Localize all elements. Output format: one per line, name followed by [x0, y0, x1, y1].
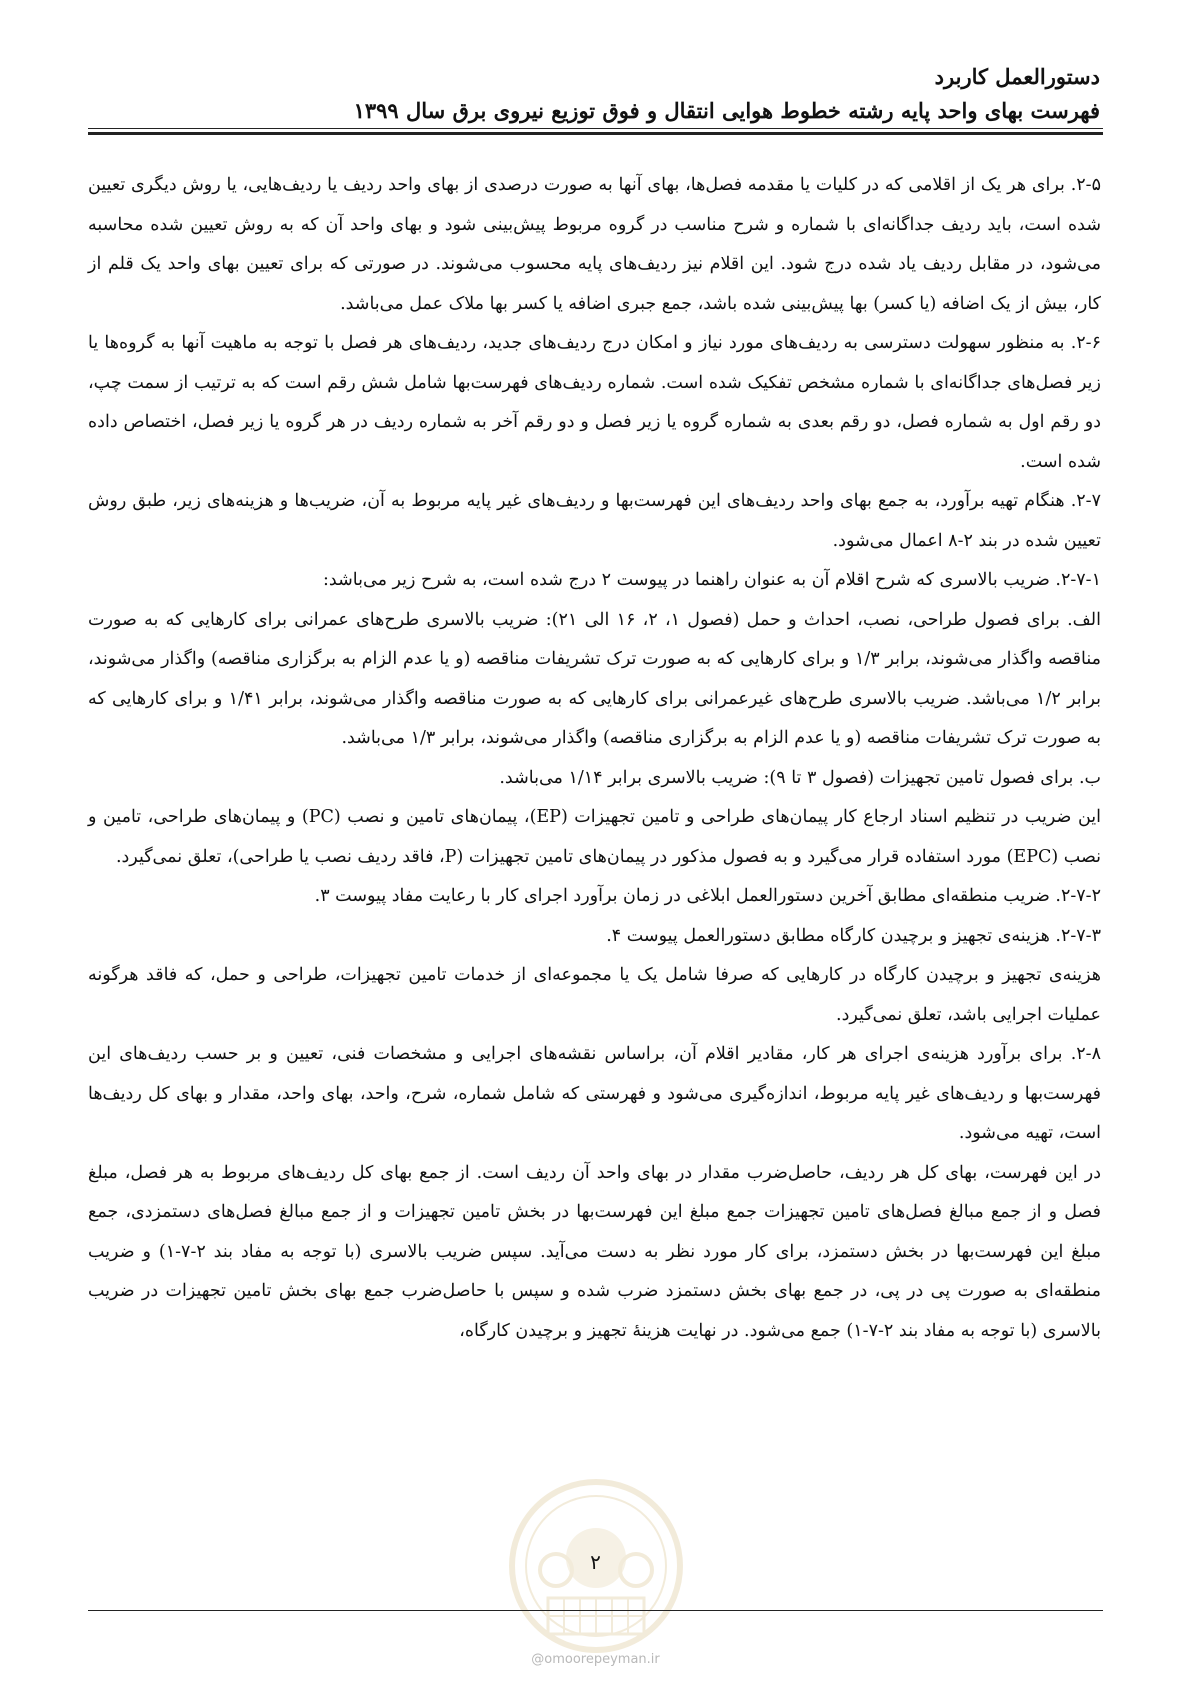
page-header [90, 60, 1100, 128]
paragraph-calculation: در این فهرست، بهای کل هر ردیف، حاصل‌ضرب مقدار در بهای واحد آن ردیف است. از جمع بهای کل ردیف‌های مربوط به هر فصل، مبلغ فصل و از جمع مبالغ فصل‌های تامین تجهیزات جمع مبلغ این فهرست‌بها در بخش تامین تجهیزات و از جمع مبالغ فصل‌های دستمزدی، جمع مبلغ این فهرست‌بها در بخش دستمزد، برای کار مورد نظر به دست می‌آید. سپس ضریب بالاسری (با توجه به مفاد بند ۲-۷-۱) و ضریب منطقه‌ای به صورت پی در پی، در جمع بهای بخش دستمزد ضرب شده و سپس با حاصل‌ضرب جمع بهای بخش تامین تجهیزات در ضریب بالاسری (با توجه به مفاد بند ۲-۷-۱) جمع می‌شود. در نهایت هزینهٔ تجهیز و برچیدن کارگاه، [88, 1162, 1101, 1341]
paragraph-2-6: ۲-۶. به منظور سهولت دسترسی به ردیف‌های مورد نیاز و امکان درج ردیف‌های جدید، ردیف‌های هر فصل با توجه به ماهیت آنها به گروه‌ها یا زیر فصل‌های جداگانه‌ای با شماره مشخص تفکیک شده است. شماره ردیف‌های فهرست‌بها شامل شش رقم است که به ترتیب از سمت چپ، دو رقم اول به شماره فصل، دو رقم بعدی به شماره گروه یا زیر فصل و دو رقم آخر به شماره ردیف در هر گروه یا زیر فصل، اختصاص داده شده است. [88, 333, 1101, 472]
paragraph-site-cost-note: هزینه‌ی تجهیز و برچیدن کارگاه در کارهایی که صرفا شامل یک یا مجموعه‌ای از خدمات تامین تجهیزات، طراحی و حمل، که فاقد هرگونه عملیات اجرایی باشد، تعلق نمی‌گیرد. [88, 965, 1101, 1025]
body-text [88, 166, 1101, 1351]
header-title: دستورالعمل کاربرد [934, 64, 1100, 89]
footer-rule [88, 1610, 1103, 1611]
header-subtitle: فهرست بهای واحد پایه رشته خطوط هوایی انتقال و فوق توزیع نیروی برق سال ۱۳۹۹ [353, 98, 1100, 123]
paragraph-be: ب. برای فصول تامین تجهیزات (فصول ۳ تا ۹): ضریب بالاسری برابر ۱/۱۴ می‌باشد. [499, 767, 1101, 788]
paragraph-coefficient-note: این ضریب در تنظیم اسناد ارجاع کار پیمان‌های طراحی و تامین تجهیزات (EP)، پیمان‌های تامین و نصب (PC) و پیمان‌های طراحی، تامین و نصب (EPC) مورد استفاده قرار می‌گیرد و به فصول مذکور در پیمان‌های تامین تجهیزات (P، فاقد ردیف نصب یا طراحی)، تعلق نمی‌گیرد. [88, 807, 1101, 867]
header-rule-thin [88, 128, 1103, 129]
paragraph-2-7: ۲-۷. هنگام تهیه برآورد، به جمع بهای واحد ردیف‌های این فهرست‌بها و ردیف‌های غیر پایه مربوط به آن، ضریب‌ها و هزینه‌های زیر، طبق روش تعیین شده در بند ۲-۸ اعمال می‌شود. [88, 491, 1101, 551]
paragraph-2-8: ۲-۸. برای برآورد هزینه‌ی اجرای هر کار، مقادیر اقلام آن، براساس نقشه‌های اجرایی و مشخصات فنی، تعیین و بر حسب ردیف‌های این فهرست‌بها و ردیف‌های غیر پایه مربوط، اندازه‌گیری می‌شود و فهرستی که شامل شماره، شرح، واحد، بهای واحد، مقدار و بهای کل ردیف‌ها است، تهیه می‌شود. [88, 1044, 1101, 1143]
paragraph-2-5: ۲-۵. برای هر یک از اقلامی که در کلیات یا مقدمه فصل‌ها، بهای آنها به صورت درصدی از بهای واحد ردیف یا ردیف‌هایی، یا روش دیگری تعیین شده است، باید ردیف جداگانه‌ای با شماره و شرح مناسب در گروه مربوط پیش‌بینی شود و بهای واحد آن که به روش تعیین شده محاسبه می‌شود، در مقابل ردیف یاد شده درج شود. این اقلام نیز ردیف‌های پایه محسوب می‌شوند. در صورتی که برای تعیین بهای واحد یک قلم از کار، بیش از یک اضافه (یا کسر) بها پیش‌بینی شده باشد، جمع جبری اضافه یا کسر بها ملاک عمل می‌باشد. [88, 175, 1101, 314]
paragraph-2-7-3: ۲-۷-۳. هزینه‌ی تجهیز و برچیدن کارگاه مطابق دستورالعمل پیوست ۴. [606, 925, 1101, 946]
page-number: ۲ [590, 1550, 601, 1574]
site-credit: @omoorepeyman.ir [531, 1652, 660, 1667]
paragraph-alef: الف. برای فصول طراحی، نصب، احداث و حمل (فصول ۱، ۲، ۱۶ الی ۲۱): ضریب بالاسری طرح‌های عمرانی برای کارهایی که به صورت مناقصه واگذار می‌شوند، برابر ۱/۳ و برای کارهایی که به صورت ترک تشریفات مناقصه (و یا عدم الزام به برگزاری مناقصه) واگذار می‌شوند، برابر ۱/۲ می‌باشد. ضریب بالاسری طرح‌های غیرعمرانی برای کارهایی که به صورت مناقصه واگذار می‌شوند، برابر ۱/۴۱ و برای کارهایی که به صورت ترک تشریفات مناقصه (و یا عدم الزام به برگزاری مناقصه) واگذار می‌شوند، برابر ۱/۳ می‌باشد. [88, 609, 1102, 748]
paragraph-2-7-2: ۲-۷-۲. ضریب منطقه‌ای مطابق آخرین دستورالعمل ابلاغی در زمان برآورد اجرای کار با رعایت مفاد پیوست ۳. [314, 886, 1101, 906]
header-rule-thick [88, 132, 1103, 135]
paragraph-2-7-1: ۲-۷-۱. ضریب بالاسری که شرح اقلام آن به عنوان راهنما در پیوست ۲ درج شده است، به شرح زیر می‌باشد: [323, 570, 1101, 590]
